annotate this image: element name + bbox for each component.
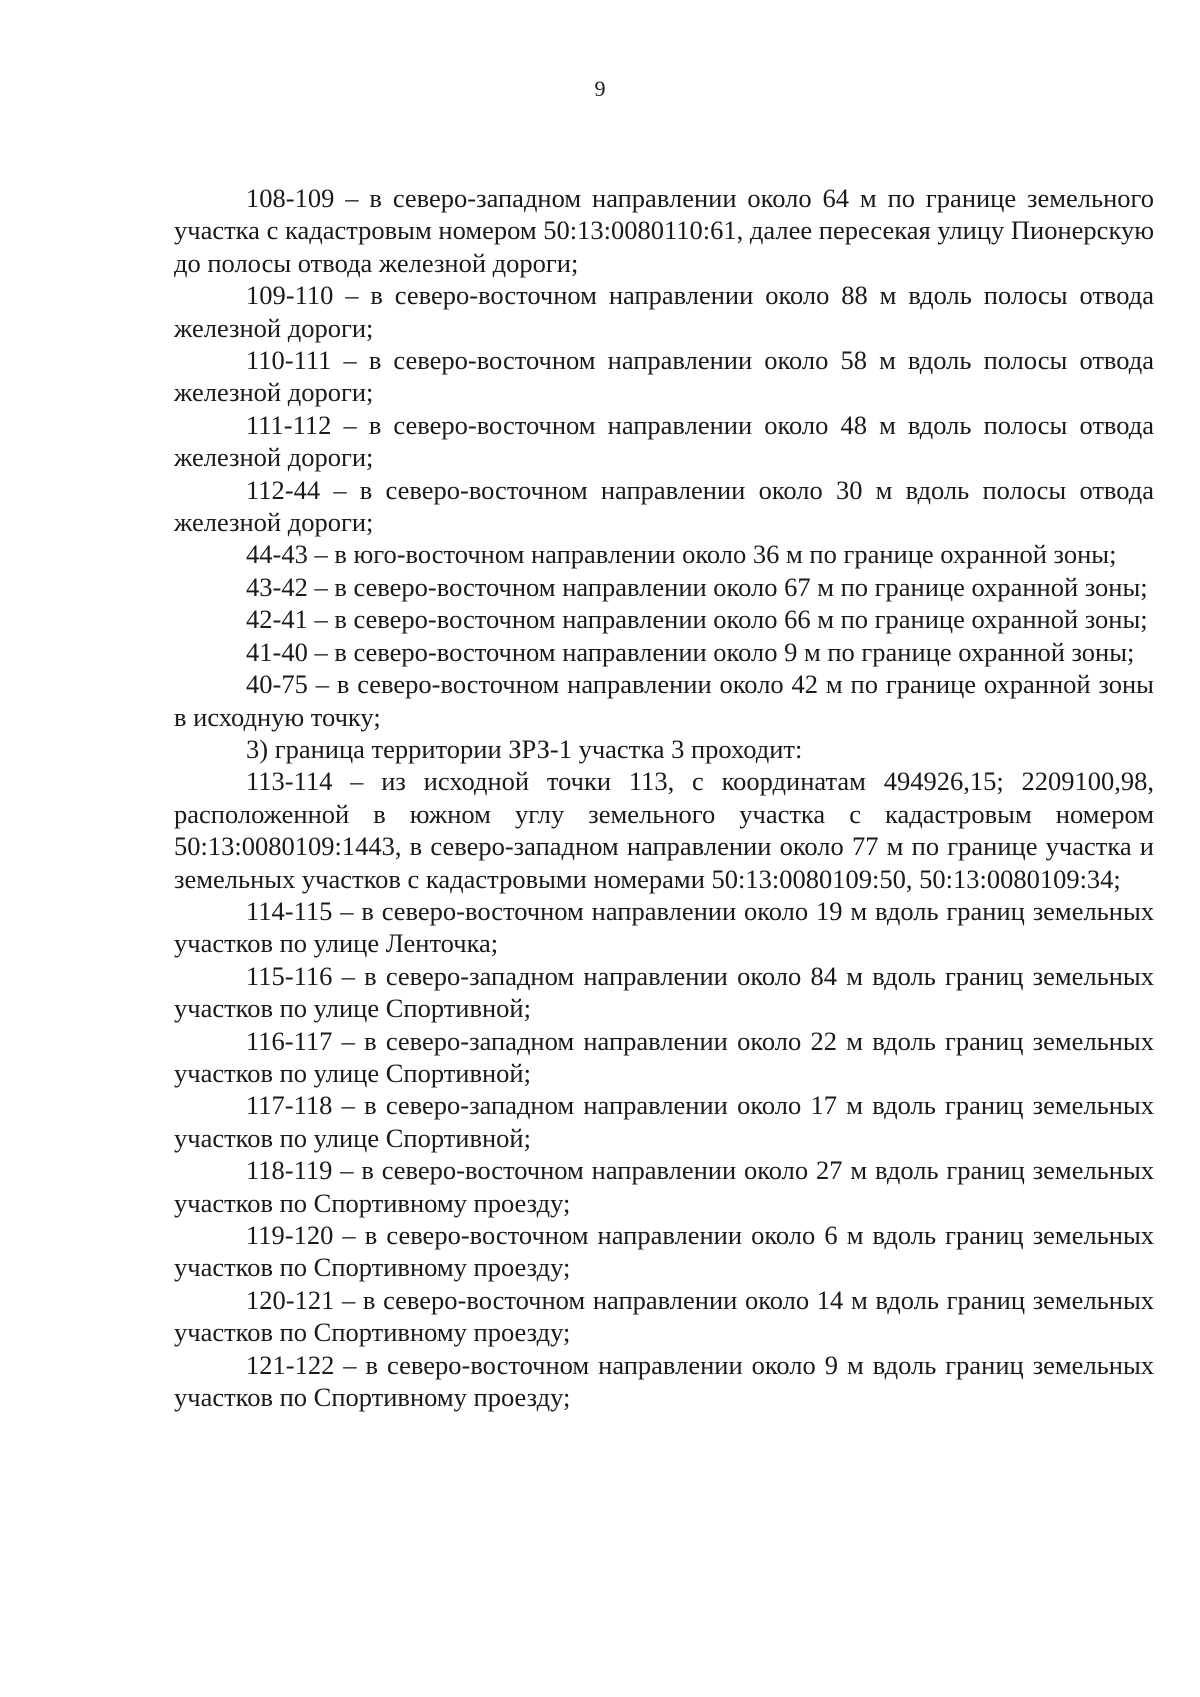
paragraph: 108-109 – в северо-западном направлении около 64 м по границе земельного участка с кадастровым номером 50:13:0080110:61, далее пересекая улицу Пионерскую до полосы отвода железной дороги; [174,183,1154,278]
paragraph: 109-110 – в северо-восточном направлении около 88 м вдоль полосы отвода железной дороги; [174,280,1154,343]
paragraph: 112-44 – в северо-восточном направлении около 30 м вдоль полосы отвода железной дороги; [174,474,1154,538]
paragraph: 115-116 – в северо-западном направлении около 84 м вдоль границ земельных участков по улице Спортивной; [174,960,1154,1024]
paragraph: 110-111 – в северо-восточном направлении около 58 м вдоль полосы отвода железной дороги; [174,345,1154,408]
paragraph: 43-42 – в северо-восточном направлении около 67 м по границе охранной зоны; [246,571,1148,602]
page-number: 9 [594,76,606,101]
section-heading: 3) граница территории ЗРЗ-1 участка 3 проходит: [246,733,803,764]
paragraph: 41-40 – в северо-восточном направлении около 9 м по границе охранной зоны; [246,636,1135,667]
paragraph: 120-121 – в северо-восточном направлении около 14 м вдоль границ земельных участков по Спортивному проезду; [174,1284,1154,1348]
paragraph: 114-115 – в северо-восточном направлении около 19 м вдоль границ земельных участков по улице Ленточка; [174,895,1154,959]
paragraph: 119-120 – в северо-восточном направлении около 6 м вдоль границ земельных участков по Спортивному проезду; [174,1220,1154,1283]
paragraph: 121-122 – в северо-восточном направлении около 9 м вдоль границ земельных участков по Спортивному проезду; [174,1349,1154,1413]
paragraph: 40-75 – в северо-восточном направлении около 42 м по границе охранной зоны в исходную точку; [174,669,1154,732]
paragraph: 117-118 – в северо-западном направлении около 17 м вдоль границ земельных участков по улице Спортивной; [174,1090,1154,1153]
paragraph: 116-117 – в северо-западном направлении около 22 м вдоль границ земельных участков по улице Спортивной; [174,1025,1154,1088]
paragraph: 118-119 – в северо-восточном направлении около 27 м вдоль границ земельных участков по Спортивному проезду; [174,1155,1154,1218]
document-body [174,182,1154,1413]
paragraph: 42-41 – в северо-восточном направлении около 66 м по границе охранной зоны; [246,604,1148,635]
paragraph: 113-114 – из исходной точки 113, с координатам 494926,15; 2209100,98, расположенной в южном углу земельного участка с кадастровым номером 50:13:0080109:1443, в северо-западном направлении около 77 м по границе участка и земельных участков с кадастровыми номерами 50:13:0080109:50, 50:13:0080109:34; [174,766,1154,894]
paragraph: 111-112 – в северо-восточном направлении около 48 м вдоль полосы отвода железной дороги; [174,409,1154,473]
paragraph: 44-43 – в юго-восточном направлении около 36 м по границе охранной зоны; [246,539,1117,570]
